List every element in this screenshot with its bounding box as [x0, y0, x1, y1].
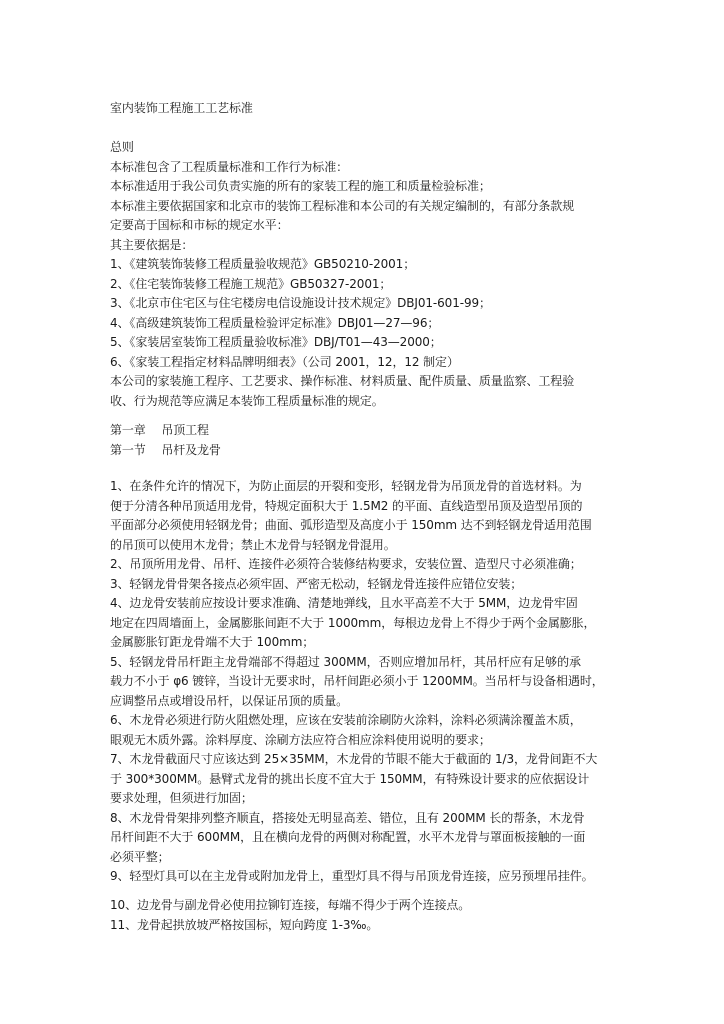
clause-line: 7、木龙骨截面尺寸应该达到 25×35MM，木龙骨的节眼不能大于截面的 1/3，龙骨间距不大	[110, 752, 598, 766]
reference-item: 3、《北京市住宅区与住宅楼房电信设施设计技术规定》DBJ01-601-99；	[110, 296, 491, 310]
clause-line: 6、木龙骨必须进行防火阻燃处理，应该在安装前涂刷防火涂料，涂料必须满涂覆盖木质，	[110, 713, 582, 727]
clause-line: 5、轻钢龙骨吊杆距主龙骨端部不得超过 300MM，否则应增加吊杆，其吊杆应有足够的承	[110, 654, 581, 669]
clauses-section	[110, 477, 632, 887]
paragraph-line: 本标准主要依据国家和北京市的装饰工程标准和本公司的有关规定编制的，有部分条款规	[110, 198, 575, 213]
reference-item: 2、《住宅装饰装修工程施工规范》GB50327-2001；	[110, 276, 392, 291]
clause-line: 要求处理，但须进行加固；	[110, 791, 253, 805]
clause-line: 应调整吊点或增设吊杆，以保证吊顶的质量。	[110, 693, 349, 708]
clause-line: 于 300*300MM。悬臂式龙骨的挑出长度不宜大于 150MM，有特殊设计要求的应依据设计	[110, 771, 590, 786]
clause-line: 3、轻钢龙骨骨架各接点必须牢固、严密无松动，轻钢龙骨连接件应错位安装；	[110, 576, 523, 591]
clauses-continued-section	[110, 896, 632, 935]
chapter-heading-block	[110, 421, 632, 460]
paragraph-line: 本标准包含了工程质量标准和工作行为标准：	[110, 159, 349, 174]
clause-line: 1、在条件允许的情况下，为防止面层的开裂和变形，轻钢龙骨为吊顶龙骨的首选材料。为	[110, 479, 582, 493]
reference-item: 6、《家装工程指定材料品牌明细表》（公司 2001，12，12 制定）	[110, 354, 459, 369]
clause-line: 4、边龙骨安装前应按设计要求准确、清楚地弹线，且水平高差不大于 5MM，边龙骨牢固	[110, 596, 578, 610]
clause-line: 必须平整；	[110, 849, 170, 864]
section-subheading: 第一节 吊杆及龙骨	[110, 442, 221, 457]
section-heading: 总则	[110, 140, 134, 154]
paragraph-line: 其主要依据是：	[110, 237, 194, 252]
reference-item: 5、《家装居室装饰工程质量验收标准》DBJ/T01—43—2000；	[110, 335, 442, 349]
paragraph-line: 定要高于国标和市标的规定水平：	[110, 218, 289, 232]
general-provisions-section	[110, 138, 632, 411]
reference-item: 4、《高级建筑装饰工程质量检验评定标准》DBJ01—27—96；	[110, 315, 440, 330]
clause-line: 9、轻型灯具可以在主龙骨或附加龙骨上，重型灯具不得与吊顶龙骨连接，应另预埋吊挂件。	[110, 869, 594, 883]
clause-line: 金属膨胀钉距龙骨端不大于 100mm；	[110, 635, 315, 649]
clause-line: 8、木龙骨骨架排列整齐顺直，搭接处无明显高差、错位，且有 200MM 长的帮条，木龙骨	[110, 810, 585, 825]
clause-line: 10、边龙骨与副龙骨必使用拉铆钉连接，每端不得少于两个连接点。	[110, 898, 471, 912]
paragraph-line: 本标准适用于我公司负责实施的所有的家装工程的施工和质量检验标准；	[110, 179, 491, 193]
clause-line: 便于分清各种吊顶适用龙骨，特规定面积大于 1.5M2 的平面、直线造型吊顶及造型吊顶的	[110, 498, 583, 513]
clause-line: 地定在四周墙面上，金属膨胀间距不大于 1000mm，每根边龙骨上不得少于两个金属膨胀，	[110, 615, 596, 630]
document-title-block	[110, 99, 632, 119]
paragraph-line: 收、行为规范等应满足本装饰工程质量标准的规定。	[110, 393, 384, 408]
reference-item: 1、《建筑装饰装修工程质量验收规范》GB50210-2001；	[110, 257, 416, 271]
clause-line: 眼观无木质外露。涂料厚度、涂刷方法应符合相应涂料使用说明的要求；	[110, 732, 491, 747]
clause-line: 平面部分必须使用轻钢龙骨；曲面、弧形造型及高度小于 150mm 达不到轻钢龙骨适用范围	[110, 518, 592, 532]
paragraph-line: 本公司的家装施工程序、工艺要求、操作标准、材料质量、配件质量、质量监察、工程验	[110, 374, 575, 388]
clause-line: 吊杆间距不大于 600MM，且在横向龙骨的两侧对称配置，水平木龙骨与罩面板接触的一面	[110, 830, 586, 844]
chapter-heading: 第一章 吊顶工程	[110, 423, 209, 437]
clause-line: 2、吊顶所用龙骨、吊杆、连接件必须符合装修结构要求，安装位置、造型尺寸必须准确；	[110, 557, 582, 571]
clause-line: 的吊顶可以使用木龙骨；禁止木龙骨与轻钢龙骨混用。	[110, 537, 396, 552]
document-title: 室内装饰工程施工工艺标准	[110, 101, 253, 115]
clause-line: 11、龙骨起拱放坡严格按国标，短向跨度 1-3‰。	[110, 917, 379, 932]
clause-line: 载力不小于 φ6 镀锌，当设计无要求时，吊杆间距必须小于 1200MM。当吊杆与设备相遇时，	[110, 674, 604, 688]
